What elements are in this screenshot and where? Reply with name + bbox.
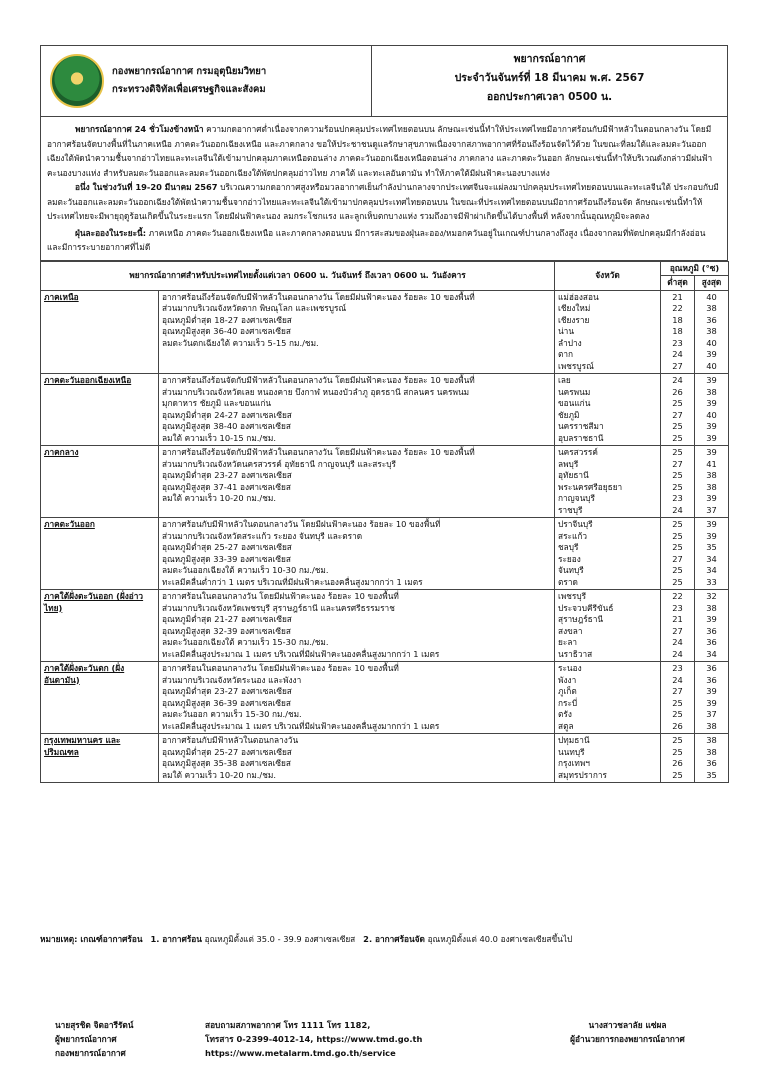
min-temp: 25 bbox=[672, 432, 683, 443]
min-temp: 24 bbox=[672, 674, 683, 685]
forecast-line: ส่วนมากบริเวณจังหวัดตาก พิษณุโลก และเพชรบูรณ์ bbox=[162, 303, 347, 313]
province-name: ตราด bbox=[558, 576, 578, 587]
province-name: แม่ฮ่องสอน bbox=[558, 291, 599, 302]
max-temp-cell bbox=[695, 662, 729, 734]
region-row bbox=[41, 518, 729, 590]
synopsis bbox=[40, 117, 728, 261]
region-forecast-cell bbox=[159, 374, 555, 446]
max-temp: 38 bbox=[706, 326, 717, 336]
region-name-cell bbox=[41, 290, 159, 374]
min-temp: 25 bbox=[672, 421, 683, 431]
forecast-line: อุณหภูมิต่ำสุด 18-27 องศาเซลเซียส bbox=[162, 314, 292, 325]
province-name: นครราชสีมา bbox=[558, 421, 604, 431]
forecast-line: อุณหภูมิสูงสุด 32-39 องศาเซลเซียส bbox=[162, 625, 291, 636]
region-row bbox=[41, 734, 729, 783]
min-temp: 25 bbox=[672, 481, 683, 492]
region-row bbox=[41, 590, 729, 662]
forecast-line: ทะเลมีคลื่นสูงประมาณ 1 เมตร บริเวณที่มีฝนฟ้าคะนองคลื่นสูงมากกว่า 1 เมตร bbox=[162, 720, 440, 731]
province-name: ลพบุรี bbox=[558, 458, 579, 469]
min-temp: 23 bbox=[672, 602, 683, 613]
col-province-header: จังหวัด bbox=[555, 261, 661, 290]
max-temp: 39 bbox=[706, 614, 717, 624]
min-temp: 21 bbox=[672, 614, 683, 624]
province-name: ปทุมธานี bbox=[558, 735, 590, 745]
max-temp: 39 bbox=[706, 493, 717, 503]
min-temp: 18 bbox=[672, 314, 683, 325]
min-temp-cell bbox=[661, 590, 695, 662]
min-temp: 27 bbox=[672, 458, 683, 469]
province-name: กรุงเทพฯ bbox=[558, 758, 590, 768]
director-role: ผู้อำนวยการกองพยากรณ์อากาศ bbox=[570, 1034, 685, 1044]
max-temp: 38 bbox=[706, 746, 717, 757]
max-temp: 39 bbox=[706, 375, 717, 385]
forecast-line: ลมตะวันออกเฉียงใต้ ความเร็ว 10-30 กม./ชม. bbox=[162, 565, 329, 575]
forecast-line: ส่วนมากบริเวณจังหวัดสระแก้ว ระยอง จันทบุรี และตราด bbox=[162, 530, 363, 541]
heat-criteria-note bbox=[40, 932, 572, 946]
province-name: ปราจีนบุรี bbox=[558, 519, 593, 529]
max-temp: 35 bbox=[706, 769, 717, 780]
min-temp: 24 bbox=[672, 375, 683, 385]
region-name: ภาคใต้ฝั่งตะวันออก (ฝั่งอ่าวไทย) bbox=[44, 591, 144, 613]
forecast-line: อุณหภูมิต่ำสุด 23-27 องศาเซลเซียส bbox=[162, 470, 292, 480]
tmd-logo-icon bbox=[50, 54, 104, 108]
province-name: เพชรบูรณ์ bbox=[558, 360, 594, 371]
document-footer bbox=[55, 1018, 715, 1060]
max-temp: 36 bbox=[706, 758, 717, 768]
min-temp: 27 bbox=[672, 625, 683, 636]
region-row bbox=[41, 662, 729, 734]
min-temp-cell bbox=[661, 290, 695, 374]
forecast-line: ส่วนมากบริเวณจังหวัดเพชรบุรี สุราษฎร์ธานี และนครศรีธรรมราช bbox=[162, 602, 395, 613]
province-name: นครพนม bbox=[558, 386, 591, 397]
forecast-line: ส่วนมากบริเวณจังหวัดนครสวรรค์ อุทัยธานี กาญจนบุรี และสระบุรี bbox=[162, 458, 396, 469]
note-c1-label: 1. อากาศร้อน bbox=[150, 934, 202, 944]
region-forecast-cell bbox=[159, 518, 555, 590]
min-temp: 25 bbox=[672, 769, 683, 780]
dust-text: ภาคเหนือ ภาคตะวันออกเฉียงเหนือ และภาคกลางตอนบน มีการสะสมของฝุ่นละออง/หมอกควันอยู่ในเกณฑ์ปานกลางถึงสูง เนื่องจากลมที่พัดปกคลุมมีกำลังอ่อน และมีการระบายอากาศที่ไม่ดี bbox=[47, 227, 706, 252]
document-header bbox=[40, 45, 728, 117]
province-name: ภูเก็ต bbox=[558, 686, 577, 696]
org-line2: กระทรวงดิจิทัลเพื่อเศรษฐกิจและสังคม bbox=[112, 84, 266, 95]
region-name-cell bbox=[41, 518, 159, 590]
province-name: น่าน bbox=[558, 326, 575, 336]
note-c1-text: อุณหภูมิตั้งแต่ 35.0 - 39.9 องศาเซลเซียส bbox=[201, 934, 356, 944]
province-name: กระบี่ bbox=[558, 697, 578, 708]
max-temp: 38 bbox=[706, 720, 717, 731]
title-block bbox=[372, 46, 727, 116]
region-name: ภาคเหนือ bbox=[44, 291, 79, 302]
min-temp: 18 bbox=[672, 326, 683, 336]
forecast-line: อุณหภูมิสูงสุด 33-39 องศาเซลเซียส bbox=[162, 553, 291, 564]
max-temp: 33 bbox=[706, 576, 717, 587]
region-name-cell bbox=[41, 734, 159, 783]
max-temp: 39 bbox=[706, 697, 717, 708]
region-name: ภาคตะวันออกเฉียงเหนือ bbox=[44, 375, 132, 385]
province-name: ตาก bbox=[558, 349, 574, 359]
province-cell bbox=[555, 518, 661, 590]
min-temp: 25 bbox=[672, 470, 683, 480]
forecast-line: อากาศร้อนถึงร้อนจัดกับมีฟ้าหลัวในตอนกลางวัน โดยมีฝนฟ้าคะนอง ร้อยละ 10 ของพื้นที่ bbox=[162, 291, 475, 302]
province-name: ชัยภูมิ bbox=[558, 409, 580, 420]
max-temp: 38 bbox=[706, 470, 717, 480]
min-temp-cell bbox=[661, 374, 695, 446]
region-name-cell bbox=[41, 446, 159, 518]
province-cell bbox=[555, 662, 661, 734]
forecast-line: ลมตะวันออกเฉียงใต้ ความเร็ว 15-30 กม./ชม. bbox=[162, 637, 329, 647]
forecast-line: ส่วนมากบริเวณจังหวัดระนอง และพังงา bbox=[162, 674, 302, 685]
min-temp-cell bbox=[661, 662, 695, 734]
region-row bbox=[41, 446, 729, 518]
max-temp: 39 bbox=[706, 421, 717, 431]
max-temp: 36 bbox=[706, 314, 717, 325]
region-name: ภาคตะวันออก bbox=[44, 519, 95, 529]
synopsis-24h-text: ความกดอากาศต่ำเนื่องจากความร้อนปกคลุมประเทศไทยตอนบน ลักษณะเช่นนี้ทำให้ประเทศไทยมีอากาศร้อนกับมีฟ้าหลัวในตอนกลางวัน โดยมีอากาศร้อนจัดบางพื้นที่ในภาคเหนือ ภาคตะวันออกเฉียงเหนือ และภาคกลาง ขอให้ประชาชนดูแลรักษาสุขภาพเนื่องจากสภาพอากาศที่ร้อนถึงร้อนจัดไว้ด้วย ในขณะที่ลมใต้และลมตะวันออกเฉียงใต้พัดนำความชื้นจากอ่าวไทยและทะเลจีนใต้เข้ามาปกคลุมภาคเหนือตอนล่าง ภาคตะวันออกเฉียงเหนือตอนล่าง ภาคกลาง และภาคตะวันออก ลักษณะเช่นนี้ทำให้บริเวณดังกล่าวมีฝนฟ้าคะนองบางแห่ง สำหรับลมตะวันออกและลมตะวันออกเฉียงใต้พัดปกคลุมอ่าวไทย ภาคใต้ และทะเลอันดามัน ทำให้ภาคใต้มีฝนฟ้าคะนองบางแห่ง bbox=[47, 124, 713, 178]
forecast-line: ทะเลมีคลื่นต่ำกว่า 1 เมตร บริเวณที่มีฝนฟ้าคะนองคลื่นสูงมากกว่า 1 เมตร bbox=[162, 576, 423, 587]
note-c2-label: 2. อากาศร้อนจัด bbox=[363, 934, 425, 944]
min-temp: 24 bbox=[672, 648, 683, 659]
director-block bbox=[540, 1018, 715, 1060]
min-temp: 25 bbox=[672, 530, 683, 541]
min-temp-cell bbox=[661, 518, 695, 590]
forecast-line: อุณหภูมิต่ำสุด 23-27 องศาเซลเซียส bbox=[162, 686, 292, 696]
col-temp-header: อุณหภูมิ (°ซ) bbox=[661, 261, 729, 276]
synopsis-outlook-text: บริเวณความกดอากาศสูงหรือมวลอากาศเย็นกำลังปานกลางจากประเทศจีนจะแผ่ลงมาปกคลุมประเทศไทยตอนบนและทะเลจีนใต้ ประกอบกับมีลมตะวันออกและลมตะวันออกเฉียงใต้พัดนำความชื้นจากอ่าวไทยและทะเลจีนใต้เข้ามาปกคลุมประเทศไทยตอนบน ในขณะที่ประเทศไทยตอนบนมีอากาศร้อนถึงร้อนจัด ลักษณะเช่นนี้ทำให้ประเทศไทยจะมีพายุฤดูร้อนเกิดขึ้นในระยะแรก โดยมีฝนฟ้าคะนอง ลมกระโชกแรง และลูกเห็บตกบางแห่ง รวมถึงอาจมีฟ้าผ่าเกิดขึ้นได้บางพื้นที่ หลังจากนั้นอุณหภูมิจะลดลง bbox=[47, 182, 719, 221]
forecast-line: อุณหภูมิสูงสุด 36-40 องศาเซลเซียส bbox=[162, 326, 291, 336]
max-temp-cell bbox=[695, 446, 729, 518]
min-temp: 23 bbox=[672, 337, 683, 348]
min-temp: 27 bbox=[672, 686, 683, 696]
forecast-line: อุณหภูมิต่ำสุด 21-27 องศาเซลเซียส bbox=[162, 614, 292, 624]
province-name: กาญจนบุรี bbox=[558, 493, 596, 503]
province-name: สตูล bbox=[558, 720, 574, 731]
region-row bbox=[41, 374, 729, 446]
max-temp: 36 bbox=[706, 625, 717, 636]
forecast-line: อุณหภูมิสูงสุด 37-41 องศาเซลเซียส bbox=[162, 481, 291, 492]
forecast-line: อากาศร้อนในตอนกลางวัน โดยมีฝนฟ้าคะนอง ร้อยละ 10 ของพื้นที่ bbox=[162, 663, 399, 673]
region-forecast-cell bbox=[159, 290, 555, 374]
province-name: สงขลา bbox=[558, 625, 583, 636]
max-temp: 36 bbox=[706, 674, 717, 685]
min-temp: 25 bbox=[672, 542, 683, 552]
region-name-cell bbox=[41, 374, 159, 446]
forecast-line: ลมตะวันตกเฉียงใต้ ความเร็ว 5-15 กม./ชม. bbox=[162, 337, 319, 348]
province-cell bbox=[555, 446, 661, 518]
province-name: ขอนแก่น bbox=[558, 398, 591, 408]
forecast-line: อุณหภูมิสูงสุด 35-38 องศาเซลเซียส bbox=[162, 758, 291, 768]
forecast-line: อุณหภูมิต่ำสุด 25-27 องศาเซลเซียส bbox=[162, 542, 292, 552]
min-temp: 26 bbox=[672, 386, 683, 397]
region-forecast-cell bbox=[159, 734, 555, 783]
col-forecast-header: พยากรณ์อากาศสำหรับประเทศไทยตั้งแต่เวลา 0600 น. วันจันทร์ ถึงเวลา 0600 น. วันอังคาร bbox=[41, 261, 555, 290]
doc-date: ประจำวันจันทร์ที่ 18 มีนาคม พ.ศ. 2567 bbox=[454, 72, 645, 84]
province-name: เชียงราย bbox=[558, 314, 590, 325]
forecast-line: ลมตะวันออก ความเร็ว 15-30 กม./ชม. bbox=[162, 709, 302, 719]
province-name: สุราษฎร์ธานี bbox=[558, 614, 604, 624]
min-temp: 25 bbox=[672, 735, 683, 745]
forecast-line: อากาศร้อนกับมีฟ้าหลัวในตอนกลางวัน bbox=[162, 735, 299, 745]
forecast-line: อุณหภูมิต่ำสุด 24-27 องศาเซลเซียส bbox=[162, 409, 292, 420]
forecast-line: ส่วนมากบริเวณจังหวัดเลย หนองคาย บึงกาฬ หนองบัวลำภู อุดรธานี สกลนคร นครพนม bbox=[162, 386, 470, 397]
min-temp: 24 bbox=[672, 637, 683, 647]
max-temp: 40 bbox=[706, 409, 717, 420]
min-temp: 24 bbox=[672, 504, 683, 515]
province-name: ระนอง bbox=[558, 663, 582, 673]
province-name: อุบลราชธานี bbox=[558, 432, 604, 443]
region-forecast-cell bbox=[159, 662, 555, 734]
min-temp: 22 bbox=[672, 591, 683, 601]
forecast-line: มุกดาหาร ชัยภูมิ และขอนแก่น bbox=[162, 398, 272, 408]
region-row bbox=[41, 290, 729, 374]
min-temp: 25 bbox=[672, 576, 683, 587]
forecast-line: อุณหภูมิสูงสุด 36-39 องศาเซลเซียส bbox=[162, 697, 291, 708]
max-temp: 37 bbox=[706, 504, 717, 515]
max-temp: 38 bbox=[706, 602, 717, 613]
province-cell bbox=[555, 734, 661, 783]
synopsis-outlook bbox=[47, 180, 721, 224]
min-temp: 25 bbox=[672, 519, 683, 529]
note-c2-text: อุณหภูมิตั้งแต่ 40.0 องศาเซลเซียสขึ้นไป bbox=[424, 934, 573, 944]
province-name: ประจวบคีรีขันธ์ bbox=[558, 602, 614, 613]
min-temp: 25 bbox=[672, 398, 683, 408]
max-temp: 37 bbox=[706, 709, 717, 719]
max-temp: 40 bbox=[706, 337, 717, 348]
max-temp-cell bbox=[695, 734, 729, 783]
province-name: ระยอง bbox=[558, 553, 581, 564]
col-max-header: สูงสุด bbox=[695, 276, 729, 291]
forecast-line bbox=[162, 361, 551, 373]
province-cell bbox=[555, 374, 661, 446]
min-temp: 26 bbox=[672, 720, 683, 731]
min-temp: 25 bbox=[672, 709, 683, 719]
forecast-line: ทะเลมีคลื่นสูงประมาณ 1 เมตร บริเวณที่มีฝนฟ้าคะนองคลื่นสูงมากกว่า 1 เมตร bbox=[162, 648, 440, 659]
max-temp: 39 bbox=[706, 447, 717, 457]
org-line1: กองพยากรณ์อากาศ กรมอุตุนิยมวิทยา bbox=[112, 66, 267, 77]
forecast-table bbox=[40, 261, 729, 784]
max-temp: 34 bbox=[706, 553, 717, 564]
province-name: เพชรบุรี bbox=[558, 591, 587, 601]
region-name: ภาคกลาง bbox=[44, 447, 79, 457]
contact-block bbox=[205, 1018, 540, 1060]
max-temp: 39 bbox=[706, 686, 717, 696]
forecast-line: อากาศร้อนในตอนกลางวัน โดยมีฝนฟ้าคะนอง ร้อยละ 10 ของพื้นที่ bbox=[162, 591, 399, 601]
org-block bbox=[41, 46, 372, 116]
col-min-header: ต่ำสุด bbox=[661, 276, 695, 291]
contact-fax-web[interactable]: โทรสาร 0-2399-4012-14, https://www.tmd.go.th bbox=[205, 1034, 423, 1044]
forecaster-block bbox=[55, 1018, 190, 1060]
note-lead: หมายเหตุ: เกณฑ์อากาศร้อน bbox=[40, 934, 143, 944]
forecast-line bbox=[162, 505, 551, 517]
max-temp: 40 bbox=[706, 291, 717, 302]
province-name: สระแก้ว bbox=[558, 530, 588, 541]
min-temp: 23 bbox=[672, 493, 683, 503]
max-temp: 36 bbox=[706, 663, 717, 673]
region-name: ภาคใต้ฝั่งตะวันตก (ฝั่งอันดามัน) bbox=[44, 663, 125, 685]
synopsis-24h bbox=[47, 122, 721, 180]
forecast-line: อุณหภูมิต่ำสุด 25-27 องศาเซลเซียส bbox=[162, 746, 292, 757]
doc-title: พยากรณ์อากาศ bbox=[513, 53, 586, 65]
max-temp: 34 bbox=[706, 565, 717, 575]
max-temp: 35 bbox=[706, 542, 717, 552]
max-temp: 39 bbox=[706, 398, 717, 408]
forecast-line: ลมใต้ ความเร็ว 10-20 กม./ชม. bbox=[162, 769, 276, 780]
max-temp: 39 bbox=[706, 519, 717, 529]
province-name: พระนครศรีอยุธยา bbox=[558, 481, 623, 492]
forecast-line: ลมใต้ ความเร็ว 10-15 กม./ชม. bbox=[162, 432, 276, 443]
max-temp: 38 bbox=[706, 735, 717, 745]
province-name: ชลบุรี bbox=[558, 542, 579, 552]
max-temp: 38 bbox=[706, 303, 717, 313]
forecaster-dept: กองพยากรณ์อากาศ bbox=[55, 1048, 126, 1058]
province-name: ตรัง bbox=[558, 709, 572, 719]
province-name: เลย bbox=[558, 375, 571, 385]
province-name: อุทัยธานี bbox=[558, 470, 589, 480]
max-temp: 34 bbox=[706, 648, 717, 659]
max-temp-cell bbox=[695, 590, 729, 662]
min-temp: 23 bbox=[672, 663, 683, 673]
max-temp-cell bbox=[695, 518, 729, 590]
region-forecast-cell bbox=[159, 590, 555, 662]
max-temp: 39 bbox=[706, 530, 717, 541]
province-name: จันทบุรี bbox=[558, 565, 584, 575]
min-temp: 22 bbox=[672, 303, 683, 313]
max-temp-cell bbox=[695, 374, 729, 446]
min-temp: 25 bbox=[672, 697, 683, 708]
max-temp-cell bbox=[695, 290, 729, 374]
min-temp: 24 bbox=[672, 349, 683, 359]
forecast-line: อุณหภูมิสูงสุด 38-40 องศาเซลเซียส bbox=[162, 421, 291, 431]
province-cell bbox=[555, 290, 661, 374]
dust-lead: ฝุ่นละอองในระยะนี้: bbox=[75, 227, 147, 238]
region-forecast-cell bbox=[159, 446, 555, 518]
province-name: เชียงใหม่ bbox=[558, 303, 591, 313]
max-temp: 38 bbox=[706, 386, 717, 397]
min-temp: 25 bbox=[672, 447, 683, 457]
min-temp: 26 bbox=[672, 758, 683, 768]
max-temp: 40 bbox=[706, 360, 717, 371]
forecast-line bbox=[162, 349, 551, 361]
province-name: นครสวรรค์ bbox=[558, 447, 598, 457]
synopsis-24h-lead: พยากรณ์อากาศ 24 ชั่วโมงข้างหน้า bbox=[75, 124, 204, 134]
min-temp: 27 bbox=[672, 553, 683, 564]
min-temp: 27 bbox=[672, 360, 683, 371]
province-name: ราชบุรี bbox=[558, 504, 583, 515]
forecaster-role: ผู้พยากรณ์อากาศ bbox=[55, 1034, 117, 1044]
forecast-document bbox=[40, 45, 728, 783]
doc-issued: ออกประกาศเวลา 0500 น. bbox=[486, 91, 613, 103]
forecast-line: ลมใต้ ความเร็ว 10-20 กม./ชม. bbox=[162, 493, 276, 503]
director-name: นางสาวชลาลัย แซ่ผล bbox=[588, 1020, 667, 1030]
max-temp: 41 bbox=[706, 458, 717, 469]
province-name: นราธิวาส bbox=[558, 648, 593, 659]
province-name: สมุทรปราการ bbox=[558, 769, 607, 780]
synopsis-outlook-lead: อนึ่ง ในช่วงวันที่ 19-20 มีนาคม 2567 bbox=[75, 182, 218, 192]
province-cell bbox=[555, 590, 661, 662]
min-temp: 25 bbox=[672, 746, 683, 757]
min-temp: 25 bbox=[672, 565, 683, 575]
min-temp: 21 bbox=[672, 291, 683, 302]
max-temp: 38 bbox=[706, 481, 717, 492]
forecaster-name: นายสุรชิต จิตอารีรัตน์ bbox=[55, 1020, 134, 1030]
forecast-line: อากาศร้อนถึงร้อนจัดกับมีฟ้าหลัวในตอนกลางวัน โดยมีฝนฟ้าคะนอง ร้อยละ 10 ของพื้นที่ bbox=[162, 447, 475, 457]
min-temp: 27 bbox=[672, 409, 683, 420]
province-name: ยะลา bbox=[558, 637, 578, 647]
dust-notice bbox=[47, 226, 721, 255]
region-name: กรุงเทพมหานคร และปริมณฑล bbox=[44, 735, 121, 757]
max-temp: 39 bbox=[706, 349, 717, 359]
province-name: ลำปาง bbox=[558, 337, 582, 348]
province-name: พังงา bbox=[558, 674, 577, 685]
contact-phone: สอบถามสภาพอากาศ โทร 1111 โทร 1182, bbox=[205, 1020, 371, 1030]
contact-service-url[interactable]: https://www.metalarm.tmd.go.th/service bbox=[205, 1048, 396, 1058]
min-temp-cell bbox=[661, 734, 695, 783]
max-temp: 39 bbox=[706, 432, 717, 443]
region-name-cell bbox=[41, 590, 159, 662]
min-temp-cell bbox=[661, 446, 695, 518]
max-temp: 36 bbox=[706, 637, 717, 647]
forecast-line: อากาศร้อนกับมีฟ้าหลัวในตอนกลางวัน โดยมีฝนฟ้าคะนอง ร้อยละ 10 ของพื้นที่ bbox=[162, 519, 441, 529]
province-name: นนทบุรี bbox=[558, 746, 585, 757]
forecast-line: อากาศร้อนถึงร้อนจัดกับมีฟ้าหลัวในตอนกลางวัน โดยมีฝนฟ้าคะนอง ร้อยละ 10 ของพื้นที่ bbox=[162, 375, 475, 385]
region-name-cell bbox=[41, 662, 159, 734]
max-temp: 32 bbox=[706, 591, 717, 601]
